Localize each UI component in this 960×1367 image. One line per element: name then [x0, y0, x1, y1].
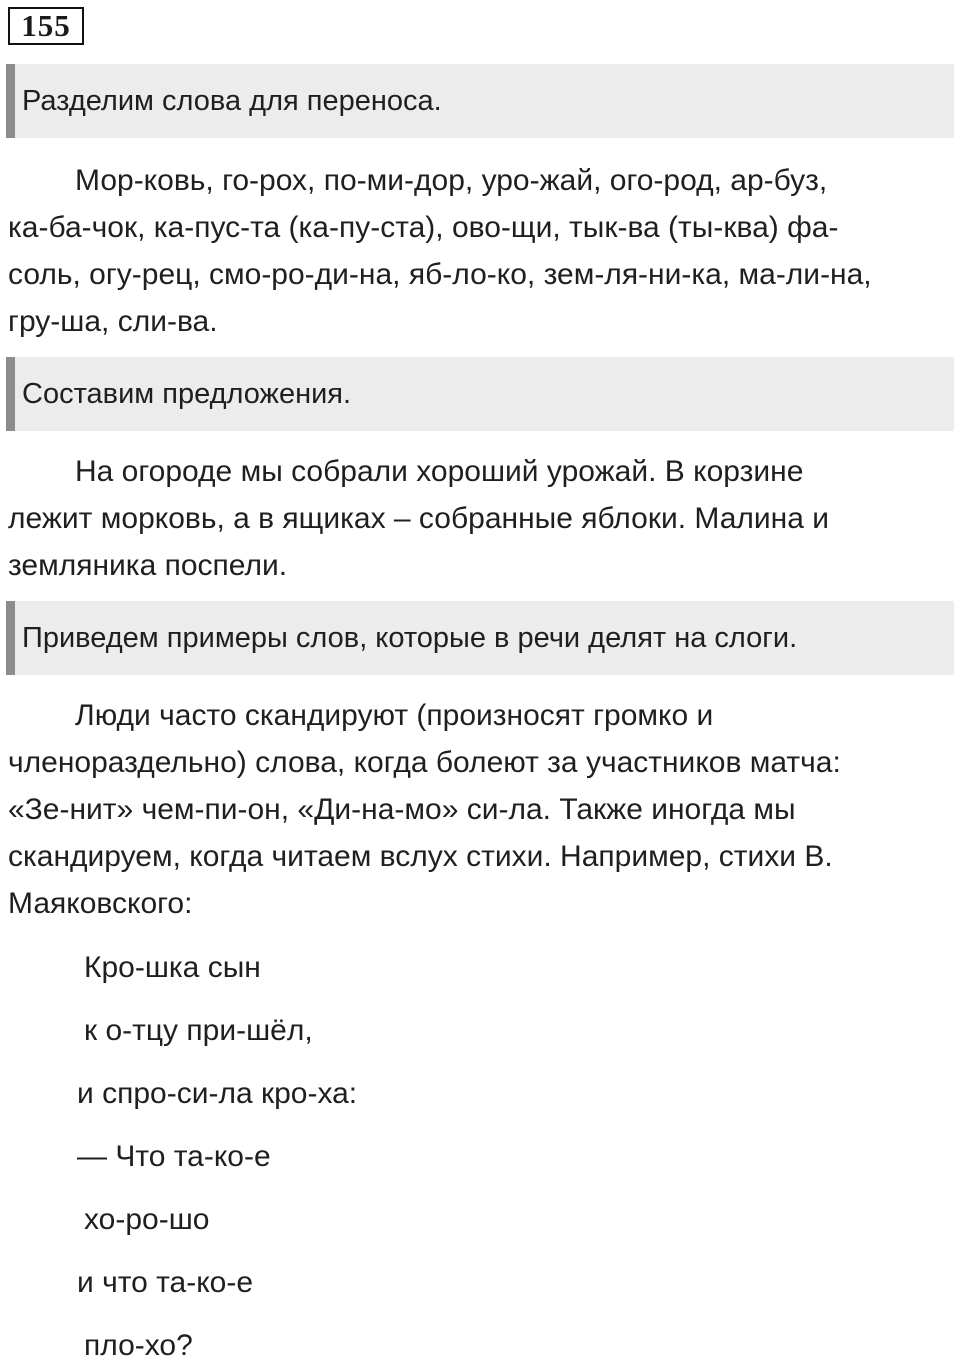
- text-line: Мор-ковь, го-рох, по-ми-дор, уро-жай, ого-род, ар-буз,: [75, 164, 828, 197]
- text-line: ка-ба-чок, ка-пус-та (ка-пу-ста), ово-щи, тык-ва (ты-ква) фа-: [8, 211, 839, 244]
- text-line: земляника поспели.: [8, 549, 288, 582]
- poem-line: к о-тцу при-шёл,: [84, 1014, 313, 1047]
- text-line: На огороде мы собрали хороший урожай. В корзине: [75, 455, 804, 488]
- poem-line: Кро-шка сын: [84, 951, 261, 984]
- paragraph-sentences: [8, 448, 948, 589]
- text-line: Маяковского:: [8, 887, 193, 920]
- text-line: соль, огу-рец, смо-ро-ди-на, яб-ло-ко, зем-ля-ни-ка, ма-ли-на,: [8, 258, 872, 291]
- paragraph-syllables: [8, 692, 948, 927]
- text-line: скандируем, когда читаем вслух стихи. Например, стихи В.: [8, 840, 833, 873]
- section-heading-hyphenation: Разделим слова для переноса.: [6, 64, 954, 138]
- text-line: лежит морковь, а в ящиках – собранные яблоки. Малина и: [8, 502, 830, 535]
- text-line: Люди часто скандируют (произносят громко и: [75, 699, 714, 732]
- text-line: «Зе-нит» чем-пи-он, «Ди-на-мо» си-ла. Также иногда мы: [8, 793, 796, 826]
- exercise-number: 155: [8, 7, 84, 45]
- poem-line: хо-ро-шо: [84, 1203, 210, 1236]
- text-line: гру-ша, сли-ва.: [8, 305, 218, 338]
- paragraph-hyphenation: [8, 157, 948, 345]
- poem-line: — Что та-ко-е: [77, 1140, 271, 1173]
- text-line: членораздельно) слова, когда болеют за участников матча:: [8, 746, 841, 779]
- poem-line: и спро-си-ла кро-ха:: [77, 1077, 358, 1110]
- poem-line: и что та-ко-е: [77, 1266, 254, 1299]
- section-heading-sentences: Составим предложения.: [6, 357, 954, 431]
- section-heading-syllables: Приведем примеры слов, которые в речи делят на слоги.: [6, 601, 954, 675]
- poem-line: пло-хо?: [84, 1329, 193, 1362]
